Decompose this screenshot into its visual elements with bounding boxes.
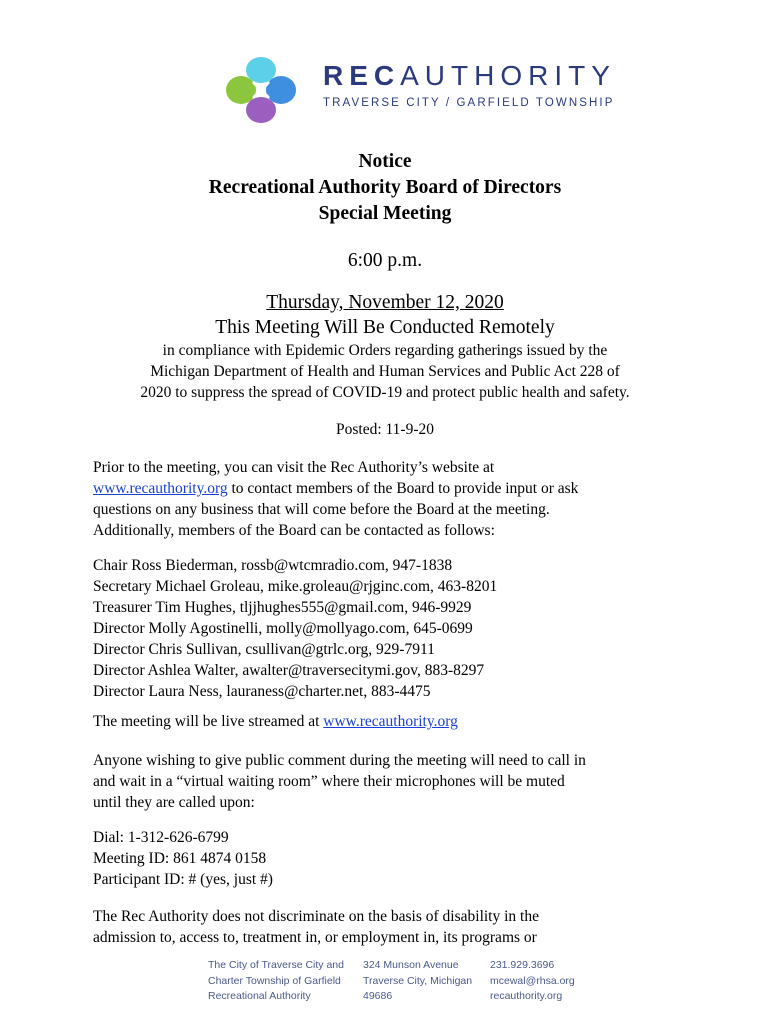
comment-paragraph <box>93 750 693 813</box>
intro-paragraph <box>93 457 693 541</box>
rec-authority-logo-icon <box>221 50 301 130</box>
footer-line: 49686 <box>363 990 393 1002</box>
footer-column-address <box>363 958 472 1005</box>
brand-subtitle: TRAVERSE CITY / GARFIELD TOWNSHIP <box>323 97 615 109</box>
stream-paragraph <box>93 711 693 732</box>
comment-line-1: Anyone wishing to give public comment during the meeting will need to call in <box>93 752 586 769</box>
contact-item: Treasurer Tim Hughes, tljjhughes555@gmail.com, 946-9929 <box>93 599 472 616</box>
intro-line-4: Additionally, members of the Board can be contacted as follows: <box>93 522 495 539</box>
footer-line: Charter Township of Garfield <box>208 974 341 987</box>
contact-item: Secretary Michael Groleau, mike.groleau@rjginc.com, 463-8201 <box>93 578 498 595</box>
intro-line-3: questions on any business that will come before the Board at the meeting. <box>93 501 550 518</box>
footer-phone: 231.929.3696 <box>490 959 555 971</box>
meeting-id: Meeting ID: 861 4874 0158 <box>93 850 267 867</box>
footer-column-organization <box>208 958 344 1005</box>
meeting-date <box>0 290 770 316</box>
disability-line-2: admission to, access to, treatment in, or employment in, its programs or <box>93 929 537 946</box>
compliance-line-1: in compliance with Epidemic Orders regarding gatherings issued by the <box>162 342 608 359</box>
footer-line: Recreational Authority <box>208 990 311 1002</box>
contact-item: Director Chris Sullivan, csullivan@gtrlc.org, 929-7911 <box>93 641 435 658</box>
remote-notice: This Meeting Will Be Conducted Remotely <box>215 317 555 338</box>
footer-line: Traverse City, Michigan <box>363 974 473 987</box>
footer-line: The City of Traverse City and <box>208 959 344 971</box>
contact-item: Director Laura Ness, lauraness@charter.net, 883-4475 <box>93 683 431 700</box>
contact-item: Chair Ross Biederman, rossb@wtcmradio.com, 947-1838 <box>93 557 453 574</box>
contact-item: Director Molly Agostinelli, molly@mollyago.com, 645-0699 <box>93 620 473 637</box>
stream-text: The meeting will be live streamed at <box>93 713 324 730</box>
brand-name <box>323 61 616 91</box>
intro-line-1: Prior to the meeting, you can visit the Rec Authority’s website at <box>93 459 495 476</box>
contact-item: Director Ashlea Walter, awalter@traversecitymi.gov, 883-8297 <box>93 662 485 679</box>
dial-number: Dial: 1-312-626-6799 <box>93 829 229 846</box>
notice-heading: Notice <box>358 151 412 172</box>
participant-id: Participant ID: # (yes, just #) <box>93 871 273 888</box>
footer-line: 324 Munson Avenue <box>363 959 459 971</box>
meeting-time: 6:00 p.m. <box>347 250 423 271</box>
stream-link[interactable]: www.recauthority.org <box>323 713 458 730</box>
brand-name-bold: REC <box>323 60 401 91</box>
footer-column-contact <box>490 958 575 1005</box>
board-heading: Recreational Authority Board of Directors <box>208 177 562 198</box>
meeting-type-heading: Special Meeting <box>318 203 452 224</box>
meeting-date-text: Thursday, November 12, 2020 <box>266 292 504 313</box>
posted-date: Posted: 11-9-20 <box>335 421 435 438</box>
intro-line-2-rest: to contact members of the Board to provide input or ask <box>227 480 579 497</box>
brand-name-light: AUTHORITY <box>400 60 616 91</box>
comment-line-2: and wait in a “virtual waiting room” where their microphones will be muted <box>93 773 565 790</box>
website-link[interactable]: www.recauthority.org <box>93 480 228 497</box>
compliance-line-2: Michigan Department of Health and Human Services and Public Act 228 of <box>150 363 620 380</box>
brand-block <box>323 61 616 109</box>
contact-list <box>93 555 693 702</box>
footer-website: recauthority.org <box>490 990 563 1002</box>
comment-line-3: until they are called upon: <box>93 794 255 811</box>
disability-paragraph <box>93 906 693 948</box>
dial-info <box>93 827 693 890</box>
compliance-line-3: 2020 to suppress the spread of COVID-19 and protect public health and safety. <box>140 384 630 401</box>
disability-line-1: The Rec Authority does not discriminate on the basis of disability in the <box>93 908 539 925</box>
intro-line-2 <box>93 478 693 499</box>
footer-email: mcewal@rhsa.org <box>490 974 575 987</box>
